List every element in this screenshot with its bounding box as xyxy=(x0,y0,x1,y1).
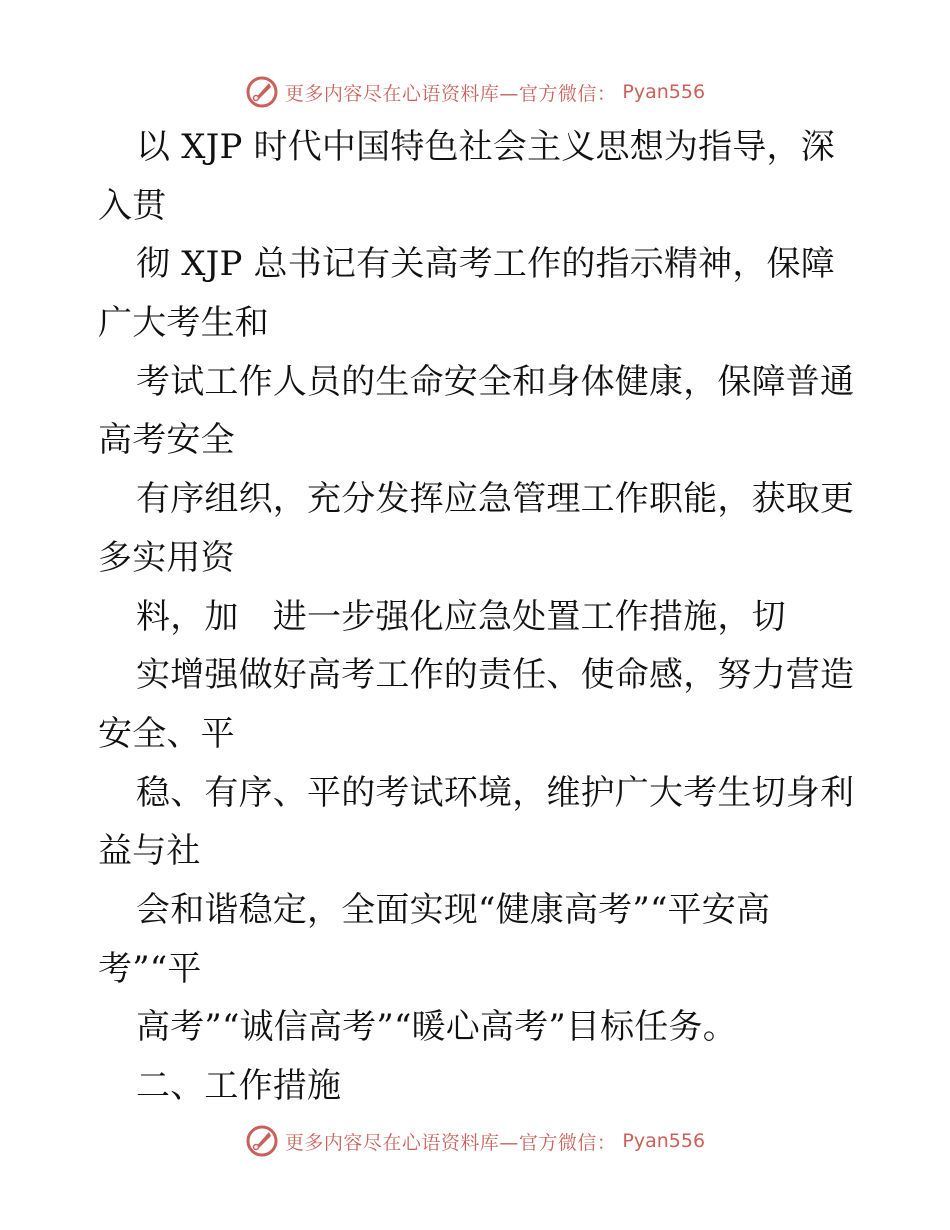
watermark-text: 更多内容尽在心语资料库—官方微信： xyxy=(284,82,617,105)
text-line: 稳、有序、平的考试环境，维护广大考生切身利 xyxy=(136,772,855,813)
text-line: 多实用资 xyxy=(98,537,235,578)
text-line: 有序组织，充分发挥应急管理工作职能，获取更 xyxy=(136,479,855,520)
watermark-text: 更多内容尽在心语资料库—官方微信： xyxy=(284,1131,617,1154)
text-line: 高考”“诚信高考”“暖心高考”目标任务。 xyxy=(136,1007,737,1048)
document-body xyxy=(98,118,858,1116)
text-line: 以 XJP 时代中国特色社会主义思想为指导，深 xyxy=(136,127,835,167)
text-line: 益与社 xyxy=(98,831,201,872)
watermark-contact: Pyan556 xyxy=(622,1130,706,1152)
quill-logo-icon xyxy=(245,75,279,109)
text-line: 考试工作人员的生命安全和身体健康，保障普通 xyxy=(136,361,855,402)
text-line: 彻 XJP 总书记有关高考工作的指示精神，保障 xyxy=(136,244,835,285)
text-line: 安全、平 xyxy=(98,713,235,754)
text-line: 料，加 进一步强化应急处置工作措施，切 xyxy=(136,596,786,637)
text-line: 实增强做好高考工作的责任、使命感，努力营造 xyxy=(136,655,855,696)
text-line: 会和谐稳定，全面实现“健康高考”“平安高 xyxy=(136,889,771,930)
text-line: 高考安全 xyxy=(98,420,235,461)
text-line: 入贯 xyxy=(98,185,167,226)
watermark-contact: Pyan556 xyxy=(622,81,706,103)
quill-logo-icon xyxy=(245,1124,279,1158)
text-line: 广大考生和 xyxy=(98,303,269,344)
header-watermark xyxy=(0,72,950,112)
text-line: 考”“平 xyxy=(98,948,202,989)
footer-watermark xyxy=(0,1121,950,1161)
text-line: 二、工作措施 xyxy=(136,1066,342,1106)
